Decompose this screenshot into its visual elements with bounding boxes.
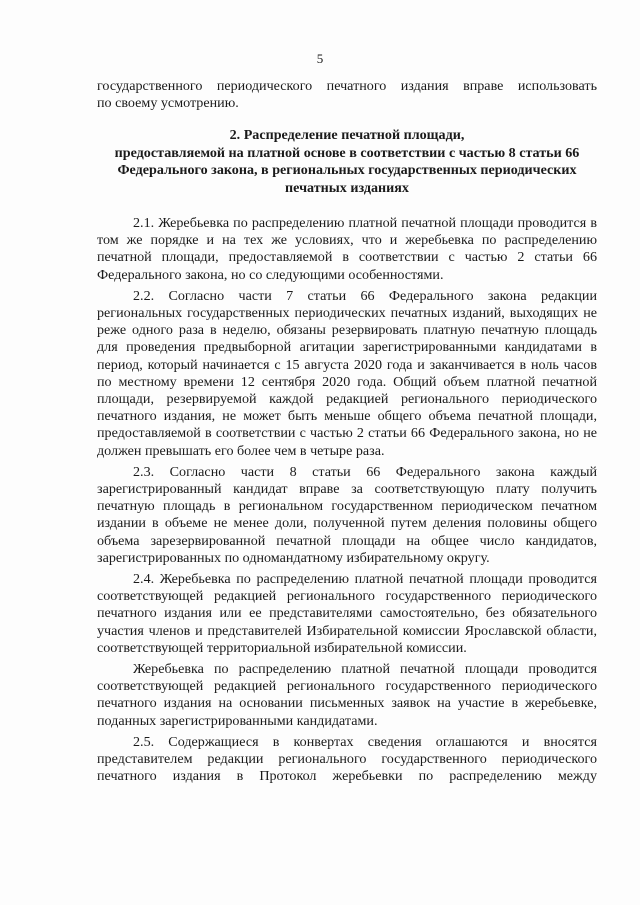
paragraph-2-3: 2.3. Согласно части 8 статьи 66 Федерального закона каждый зарегистрированный кандидат вправе за соответствующую плату получить печатную площадь в региональном государственном периодическом печатном издании в объеме не менее доли, полученной путем деления половины общего объема зарезервированной печатной площади на общее число кандидатов, зарегистрированных по одномандатному избирательному округу. — [97, 463, 597, 566]
section-heading — [90, 127, 604, 197]
paragraph-2-5: 2.5. Содержащиеся в конвертах сведения оглашаются и вносятся представителем редакции регионального государственного периодического печатного издания в Протокол жеребьевки по распределению между — [97, 733, 597, 785]
section-heading-line-1: 2. Распределение печатной площади, — [229, 127, 465, 143]
section-heading-line-3: Федерального закона, в региональных государственных периодических — [117, 162, 577, 179]
intro-line-1: государственного периодического печатного издания вправе использовать — [97, 78, 597, 94]
section-heading-line-4: печатных изданиях — [285, 179, 409, 196]
paragraph-2-4-continued: Жеребьевка по распределению платной печатной площади проводится соответствующей редакцией регионального государственного периодического печатного издания на основании письменных заявок на участие в жеребьевке, поданных зарегистрированными кандидатами. — [97, 661, 597, 729]
paragraph-2-4: 2.4. Жеребьевка по распределению платной печатной площади проводится соответствующей редакцией регионального государственного периодического печатного издания или ее представителями самостоятельно, без обязательного участия членов и представителей Избирательной комиссии Ярославской области, соответствующей территориальной избирательной комиссии. — [97, 571, 597, 656]
intro-text — [97, 78, 597, 112]
paragraph-2-2: 2.2. Согласно части 7 статьи 66 Федерального закона редакции региональных государственных периодических печатных изданий, выходящих не реже одного раза в неделю, обязаны резервировать платную печатную площадь для проведения предвыборной агитации зарегистрированными кандидатами в период, который начинается с 15 августа 2020 года и заканчивается в ноль часов по местному времени 12 сентября 2020 года. Общий объем платной печатной площади, резервируемой каждой редакцией регионального периодического печатного издания, не может быть меньше общего объема печатной площади, предоставляемой в соответствии с частью 2 статьи 66 Федерального закона, но не должен превышать его более чем в четыре раза. — [97, 287, 597, 459]
section-body — [97, 215, 597, 786]
page-number: 5 — [316, 51, 324, 66]
paragraph-2-1: 2.1. Жеребьевка по распределению платной печатной площади проводится в том же порядке и на тех же условиях, что и жеребьевка по распределению печатной площади, предоставляемой в соответствии с частью 2 статьи 66 Федерального закона, но со следующими особенностями. — [97, 215, 597, 283]
section-heading-line-2: предоставляемой на платной основе в соответствии с частью 8 статьи 66 — [114, 144, 580, 161]
intro-line-2: по своему усмотрению. — [97, 95, 239, 112]
